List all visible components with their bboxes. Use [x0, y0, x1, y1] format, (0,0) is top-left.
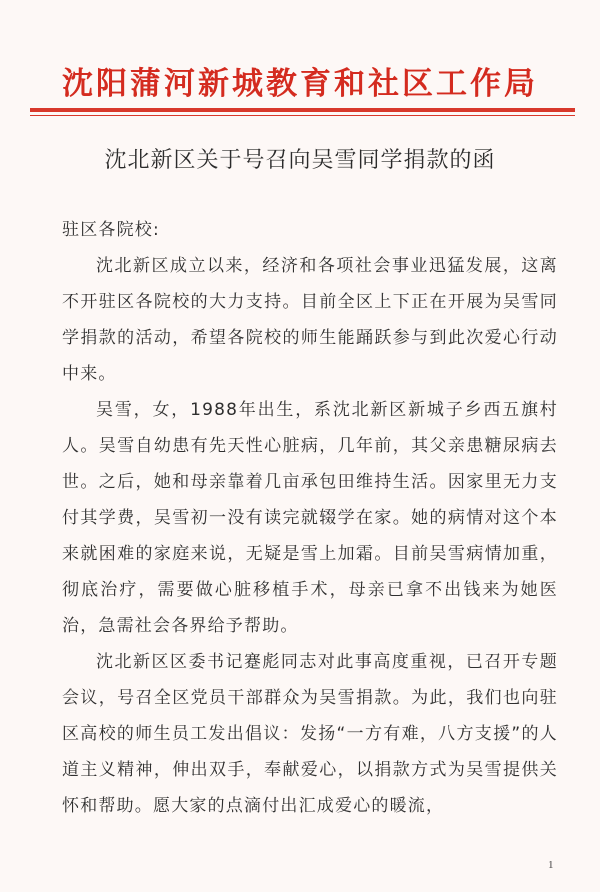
header-rule-thin: [30, 115, 575, 116]
salutation: 驻区各院校:: [62, 220, 160, 240]
document-title: 沈北新区关于号召向吴雪同学捐款的函: [104, 148, 496, 173]
header-rule-thick: [30, 108, 575, 112]
paragraph-1: 沈北新区成立以来，经济和各项社会事业迅猛发展，这离不开驻区各院校的大力支持。目前全区上下正在开展为吴雪同学捐款的活动，希望各院校的师生能踊跃参与到此次爱心行动中来。: [62, 256, 558, 384]
paragraph-2: 吴雪，女，1988年出生，系沈北新区新城子乡西五旗村人。吴雪自幼患有先天性心脏病，几年前，其父亲患糖尿病去世。之后，她和母亲靠着几亩承包田维持生活。因家里无力支付其学费，吴雪初一没有读完就辍学在家。她的病情对这个本来就困难的家庭来说，无疑是雪上加霜。目前吴雪病情加重，彻底治疗，需要做心脏移植手术，母亲已拿不出钱来为她医治，急需社会各界给予帮助。: [62, 400, 558, 636]
document-body: [62, 212, 558, 824]
organization-header: 沈阳蒲河新城教育和社区工作局: [62, 66, 538, 102]
page-number: 1: [548, 859, 554, 871]
paragraph-3: 沈北新区区委书记蹇彪同志对此事高度重视，已召开专题会议，号召全区党员干部群众为吴雪捐款。为此，我们也向驻区高校的师生员工发出倡议：发扬“一方有难，八方支援”的人道主义精神，伸出双手，奉献爱心，以捐款方式为吴雪提供关怀和帮助。愿大家的点滴付出汇成爱心的暖流，: [62, 652, 558, 816]
